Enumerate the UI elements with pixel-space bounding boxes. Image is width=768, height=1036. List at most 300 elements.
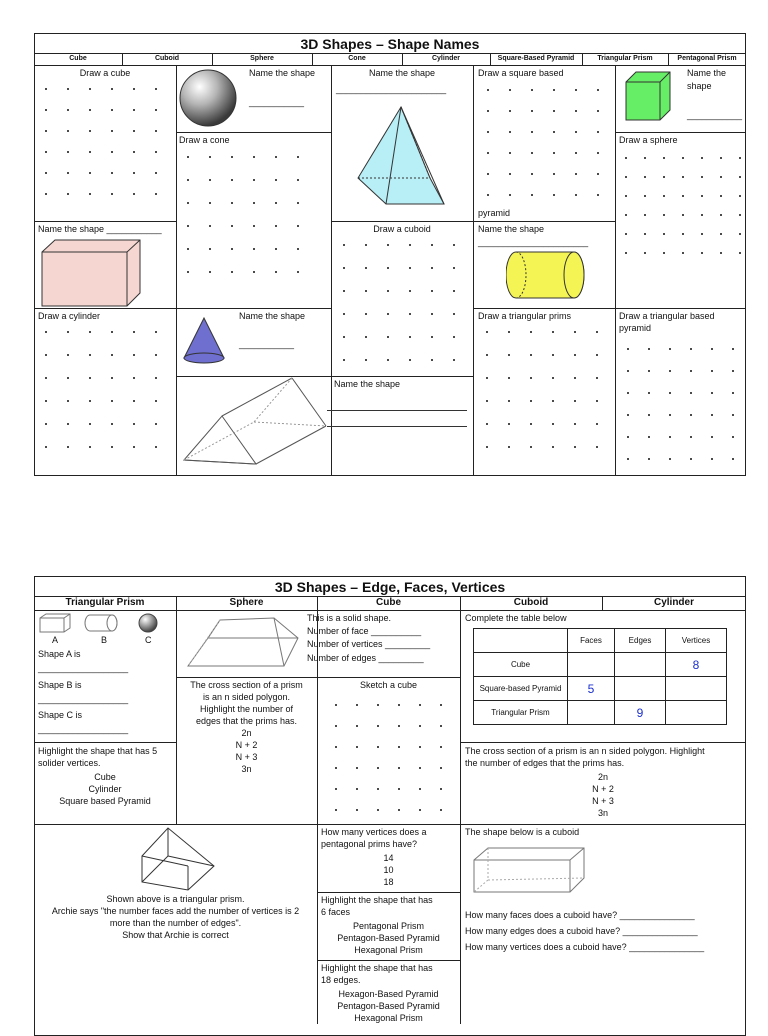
grid-dot — [89, 446, 91, 448]
grid-dot — [409, 313, 411, 315]
grid-dot — [553, 131, 555, 133]
grid-dot — [45, 193, 47, 195]
grid-dot — [387, 313, 389, 315]
grid-dot — [440, 809, 442, 811]
word-bank-item: Square-Based Pyramid — [497, 55, 575, 62]
shape-letter-a: A — [52, 635, 59, 645]
grid-dot — [231, 248, 233, 250]
grid-dot — [187, 179, 189, 181]
grid-dot — [398, 809, 400, 811]
grid-dot — [365, 313, 367, 315]
grid-dot — [89, 400, 91, 402]
grid-dot — [509, 152, 511, 154]
grid-dot — [155, 130, 157, 132]
grid-dot — [531, 152, 533, 154]
option[interactable]: 10 — [383, 865, 394, 875]
grid-dot — [648, 414, 650, 416]
grid-dot — [440, 767, 442, 769]
grid-dot — [644, 157, 646, 159]
table-cell[interactable] — [666, 677, 727, 701]
grid-dot — [487, 173, 489, 175]
grid-dot — [111, 423, 113, 425]
grid-dot — [597, 194, 599, 196]
grid-dot — [253, 248, 255, 250]
grid-dot — [89, 423, 91, 425]
option[interactable]: 3n — [241, 764, 252, 774]
draw-square-pyramid-label: Draw a square based — [478, 68, 564, 78]
option[interactable]: Square based Pyramid — [59, 796, 151, 806]
option[interactable]: Hexagonal Prism — [354, 1013, 423, 1023]
grid-dot — [486, 354, 488, 356]
grid-dot — [297, 179, 299, 181]
answer-line[interactable]: __________________ — [38, 663, 129, 673]
grid-dot — [453, 244, 455, 246]
grid-dot — [377, 767, 379, 769]
grid-dot — [720, 157, 722, 159]
cuboid-vertices-question[interactable]: How many vertices does a cuboid have? _______________ — [465, 942, 705, 952]
grid-dot — [690, 414, 692, 416]
grid-dot — [231, 156, 233, 158]
draw-cone-label: Draw a cone — [179, 135, 230, 145]
grid-dot — [487, 131, 489, 133]
name-the-label: Name the — [687, 68, 727, 78]
grid-dot — [739, 195, 741, 197]
grid-dot — [111, 400, 113, 402]
grid-dot — [720, 214, 722, 216]
option[interactable]: Cube — [94, 772, 116, 782]
grid-dot — [552, 446, 554, 448]
word-bank-item: Triangular Prism — [597, 55, 653, 62]
grid-dot — [575, 89, 577, 91]
grid-dot — [387, 267, 389, 269]
option[interactable]: 2n — [241, 728, 252, 738]
table-cell: Triangular Prism — [474, 701, 568, 725]
grid-dot — [574, 400, 576, 402]
grid-dot — [486, 446, 488, 448]
worksheet-title: 3D Shapes – Shape Names — [300, 36, 480, 52]
grid-dot — [669, 458, 671, 460]
grid-dot — [253, 179, 255, 181]
cuboid-faces-question[interactable]: How many faces does a cuboid have? _______________ — [465, 910, 695, 920]
grid-dot — [553, 194, 555, 196]
option[interactable]: 14 — [383, 853, 394, 863]
grid-dot — [111, 446, 113, 448]
grid-dot — [553, 110, 555, 112]
grid-dot — [701, 157, 703, 159]
name-shape-prompt: Name the shape — [368, 68, 436, 78]
grid-dot — [530, 423, 532, 425]
six-faces-options — [317, 920, 460, 956]
grid-dot — [343, 290, 345, 292]
word-bank-item: Pentagonal Prism — [677, 55, 737, 62]
grid-dot — [701, 195, 703, 197]
grid-dot — [155, 400, 157, 402]
complete-table-instruction: Complete the table below — [465, 613, 567, 623]
grid-dot — [365, 267, 367, 269]
grid-dot — [486, 400, 488, 402]
grid-dot — [356, 767, 358, 769]
grid-dot — [365, 336, 367, 338]
option[interactable]: N + 2 — [592, 784, 614, 794]
grid-dot — [663, 176, 665, 178]
grid-dot — [335, 725, 337, 727]
grid-dot — [690, 436, 692, 438]
properties-table — [473, 628, 727, 725]
grid-dot — [508, 446, 510, 448]
grid-dot — [231, 202, 233, 204]
grid-dot — [711, 414, 713, 416]
eighteen-edges-options — [317, 988, 460, 1024]
table-cell[interactable] — [666, 701, 727, 725]
vertices-prompt[interactable]: Number of vertices _________ — [307, 639, 431, 649]
option[interactable]: Cylinder — [88, 784, 122, 794]
edges-prompt[interactable]: Number of edges _________ — [307, 653, 424, 663]
grid-dot — [648, 370, 650, 372]
draw-triangular-pyramid-label: Draw a triangular based pyramid — [619, 311, 715, 333]
grid-dot — [356, 704, 358, 706]
grid-dot — [335, 809, 337, 811]
column-header: Sphere — [229, 597, 264, 608]
grid-dot — [669, 392, 671, 394]
grid-dot — [440, 725, 442, 727]
option[interactable]: 2n — [597, 772, 608, 782]
grid-dot — [487, 152, 489, 154]
grid-dot — [596, 354, 598, 356]
grid-dot — [45, 377, 47, 379]
grid-dot — [155, 109, 157, 111]
word-bank-item: Cylinder — [431, 55, 460, 62]
yellow-cylinder-image — [506, 250, 586, 300]
grid-dot — [335, 788, 337, 790]
word-bank-item: Cuboid — [154, 55, 180, 62]
grid-dot — [644, 176, 646, 178]
option[interactable]: Pentagon-Based Pyramid — [337, 933, 440, 943]
grid-dot — [45, 151, 47, 153]
option[interactable]: Pentagon-Based Pyramid — [337, 1001, 440, 1011]
grid-dot — [89, 377, 91, 379]
grid-dot — [377, 809, 379, 811]
grid-dot — [575, 173, 577, 175]
option[interactable]: 18 — [383, 877, 394, 887]
grid-dot — [508, 423, 510, 425]
grid-dot — [231, 225, 233, 227]
grid-dot — [155, 331, 157, 333]
grid-dot — [343, 267, 345, 269]
grid-dot — [133, 193, 135, 195]
answer-line[interactable]: __________________ — [38, 724, 129, 734]
grid-dot — [644, 214, 646, 216]
grid-dot — [111, 193, 113, 195]
grid-dot — [275, 271, 277, 273]
grid-dot — [508, 377, 510, 379]
word-bank-item: Sphere — [250, 55, 274, 62]
shape-letter-c: C — [145, 635, 152, 645]
cuboid-edges-question[interactable]: How many edges does a cuboid have? _______________ — [465, 926, 698, 936]
grid-dot — [690, 458, 692, 460]
cross-section-options — [460, 771, 746, 819]
name-shape-prompt: Name the shape — [334, 379, 401, 389]
grid-dot — [419, 725, 421, 727]
grid-dot — [431, 359, 433, 361]
grid-dot — [387, 244, 389, 246]
grid-dot — [387, 290, 389, 292]
draw-cylinder-label: Draw a cylinder — [38, 311, 101, 321]
grid-dot — [209, 271, 211, 273]
grid-dot — [644, 195, 646, 197]
shape-b-prompt: Shape B is — [38, 680, 82, 690]
answer-line[interactable]: __________________ — [38, 694, 129, 704]
grid-dot — [356, 725, 358, 727]
option[interactable]: N + 3 — [235, 752, 258, 762]
grid-dot — [531, 173, 533, 175]
grid-dot — [574, 377, 576, 379]
cuboid-image — [470, 844, 588, 896]
column-header: Cylinder — [653, 597, 694, 608]
option[interactable]: 3n — [597, 808, 608, 818]
grid-dot — [67, 151, 69, 153]
grid-dot — [409, 244, 411, 246]
grid-dot — [343, 313, 345, 315]
grid-dot — [45, 88, 47, 90]
table-cell[interactable]: 8 — [666, 653, 727, 677]
grid-dot — [596, 400, 598, 402]
grid-dot — [574, 354, 576, 356]
grid-dot — [155, 446, 157, 448]
grid-dot — [398, 725, 400, 727]
grid-dot — [89, 331, 91, 333]
grid-dot — [398, 767, 400, 769]
green-cube-image — [624, 70, 674, 122]
option[interactable]: Hexagonal Prism — [354, 945, 423, 955]
shape-a-prompt: Shape A is — [38, 649, 81, 659]
grid-dot — [711, 436, 713, 438]
option[interactable]: N + 2 — [235, 740, 258, 750]
grid-dot — [398, 788, 400, 790]
grid-dot — [701, 233, 703, 235]
table-cell: Square-based Pyramid — [474, 677, 568, 701]
grid-dot — [419, 746, 421, 748]
draw-sphere-label: Draw a sphere — [619, 135, 678, 145]
grid-dot — [648, 392, 650, 394]
penta-options — [317, 852, 460, 888]
faces-prompt[interactable]: Number of face __________ — [307, 626, 422, 636]
grid-dot — [530, 331, 532, 333]
grid-dot — [597, 110, 599, 112]
grid-dot — [431, 244, 433, 246]
grid-dot — [690, 392, 692, 394]
grid-dot — [701, 214, 703, 216]
table-cell[interactable] — [615, 677, 666, 701]
grid-dot — [552, 423, 554, 425]
grid-dot — [275, 179, 277, 181]
grid-dot — [644, 252, 646, 254]
grid-dot — [552, 331, 554, 333]
sketch-cube-label: Sketch a cube — [359, 680, 418, 690]
grid-dot — [627, 436, 629, 438]
grid-dot — [596, 423, 598, 425]
grid-dot — [187, 271, 189, 273]
grid-dot — [67, 193, 69, 195]
grid-dot — [575, 152, 577, 154]
grid-dot — [625, 195, 627, 197]
grid-dot — [509, 131, 511, 133]
grid-dot — [155, 88, 157, 90]
grid-dot — [297, 248, 299, 250]
grid-dot — [739, 252, 741, 254]
grid-dot — [133, 423, 135, 425]
pyramid-label: pyramid — [478, 208, 511, 218]
table-cell[interactable]: 9 — [615, 701, 666, 725]
grid-dot — [155, 377, 157, 379]
grid-dot — [575, 131, 577, 133]
grid-dot — [45, 446, 47, 448]
grid-dot — [574, 331, 576, 333]
answer-line[interactable]: ___________ — [249, 97, 305, 107]
table-cell[interactable] — [615, 653, 666, 677]
table-cell[interactable] — [568, 701, 615, 725]
word-bank-item: Cone — [348, 55, 366, 62]
pentagonal-prism-question: How many vertices does a pentagonal prims have? — [321, 827, 427, 849]
answer-line[interactable]: ______________________ — [336, 84, 447, 94]
grid-dot — [648, 436, 650, 438]
table-cell[interactable] — [568, 653, 615, 677]
grid-dot — [253, 156, 255, 158]
grid-dot — [209, 225, 211, 227]
grid-dot — [67, 130, 69, 132]
grid-dot — [89, 130, 91, 132]
grid-dot — [111, 88, 113, 90]
grid-dot — [155, 193, 157, 195]
grid-dot — [133, 446, 135, 448]
grid-dot — [669, 414, 671, 416]
pink-cuboid-image — [40, 238, 144, 308]
grid-dot — [275, 248, 277, 250]
grid-dot — [409, 267, 411, 269]
answer-line[interactable]: ___________ — [239, 339, 295, 349]
triangular-prism-image — [180, 376, 330, 474]
grid-dot — [111, 172, 113, 174]
grid-dot — [133, 88, 135, 90]
grid-dot — [365, 244, 367, 246]
grid-dot — [453, 336, 455, 338]
grid-dot — [663, 233, 665, 235]
grid-dot — [343, 244, 345, 246]
table-cell[interactable]: 5 — [568, 677, 615, 701]
answer-line[interactable]: ___________ — [687, 110, 743, 120]
grid-dot — [663, 214, 665, 216]
grid-dot — [531, 194, 533, 196]
cross-section-question: The cross section of a prism is an n sided polygon. Highlight the number of edges that the prims has. 2n N + 2 N + 3 3n — [176, 679, 317, 775]
grid-dot — [209, 156, 211, 158]
square-pyramid-image — [352, 104, 452, 208]
grid-dot — [625, 252, 627, 254]
draw-triangular-prism-label: Draw a triangular prims — [478, 311, 572, 321]
grid-dot — [739, 214, 741, 216]
grid-dot — [690, 370, 692, 372]
grid-dot — [253, 271, 255, 273]
table-header — [474, 629, 568, 653]
grid-dot — [111, 354, 113, 356]
grid-dot — [155, 151, 157, 153]
grid-dot — [739, 233, 741, 235]
grid-dot — [720, 176, 722, 178]
option[interactable]: Hexagon-Based Pyramid — [338, 989, 439, 999]
grid-dot — [377, 725, 379, 727]
grid-dot — [409, 290, 411, 292]
grid-dot — [627, 414, 629, 416]
grid-dot — [155, 423, 157, 425]
grid-dot — [431, 336, 433, 338]
grid-dot — [648, 348, 650, 350]
grid-dot — [682, 252, 684, 254]
grid-dot — [377, 704, 379, 706]
grid-dot — [155, 172, 157, 174]
grid-dot — [682, 176, 684, 178]
grid-dot — [133, 172, 135, 174]
grid-dot — [625, 214, 627, 216]
grid-dot — [365, 359, 367, 361]
option[interactable]: N + 3 — [592, 796, 614, 806]
grid-dot — [45, 130, 47, 132]
grid-dot — [648, 458, 650, 460]
grid-dot — [275, 202, 277, 204]
grid-dot — [398, 704, 400, 706]
grid-dot — [419, 788, 421, 790]
grid-dot — [711, 370, 713, 372]
grid-dot — [335, 767, 337, 769]
grid-dot — [531, 110, 533, 112]
grid-dot — [67, 377, 69, 379]
grid-dot — [486, 331, 488, 333]
grid-dot — [365, 290, 367, 292]
grid-dot — [487, 89, 489, 91]
grid-dot — [739, 157, 741, 159]
grid-dot — [356, 788, 358, 790]
grid-dot — [133, 109, 135, 111]
option[interactable]: Pentagonal Prism — [352, 921, 425, 931]
grid-dot — [377, 746, 379, 748]
grid-dot — [419, 809, 421, 811]
name-shape-prompt: Name the shape ___________ — [38, 224, 162, 234]
grid-dot — [553, 89, 555, 91]
grid-dot — [209, 248, 211, 250]
grid-dot — [574, 423, 576, 425]
answer-line[interactable]: ______________________ — [478, 237, 589, 247]
grid-dot — [486, 377, 488, 379]
name-shape-prompt: Name the shape — [239, 311, 306, 321]
grid-dot — [133, 151, 135, 153]
grid-dot — [596, 377, 598, 379]
shape-letter-b: B — [101, 635, 108, 645]
triangular-prism-image — [138, 826, 220, 892]
grid-dot — [531, 89, 533, 91]
grid-dot — [627, 458, 629, 460]
grid-dot — [732, 458, 734, 460]
grid-dot — [575, 194, 577, 196]
grid-dot — [89, 172, 91, 174]
grid-dot — [187, 202, 189, 204]
grid-dot — [509, 194, 511, 196]
grid-dot — [409, 359, 411, 361]
grid-dot — [89, 151, 91, 153]
grid-dot — [67, 331, 69, 333]
grid-dot — [431, 267, 433, 269]
draw-cuboid-label: Draw a cuboid — [373, 224, 431, 234]
grid-dot — [111, 109, 113, 111]
grid-dot — [669, 348, 671, 350]
grid-dot — [398, 746, 400, 748]
grid-dot — [509, 173, 511, 175]
